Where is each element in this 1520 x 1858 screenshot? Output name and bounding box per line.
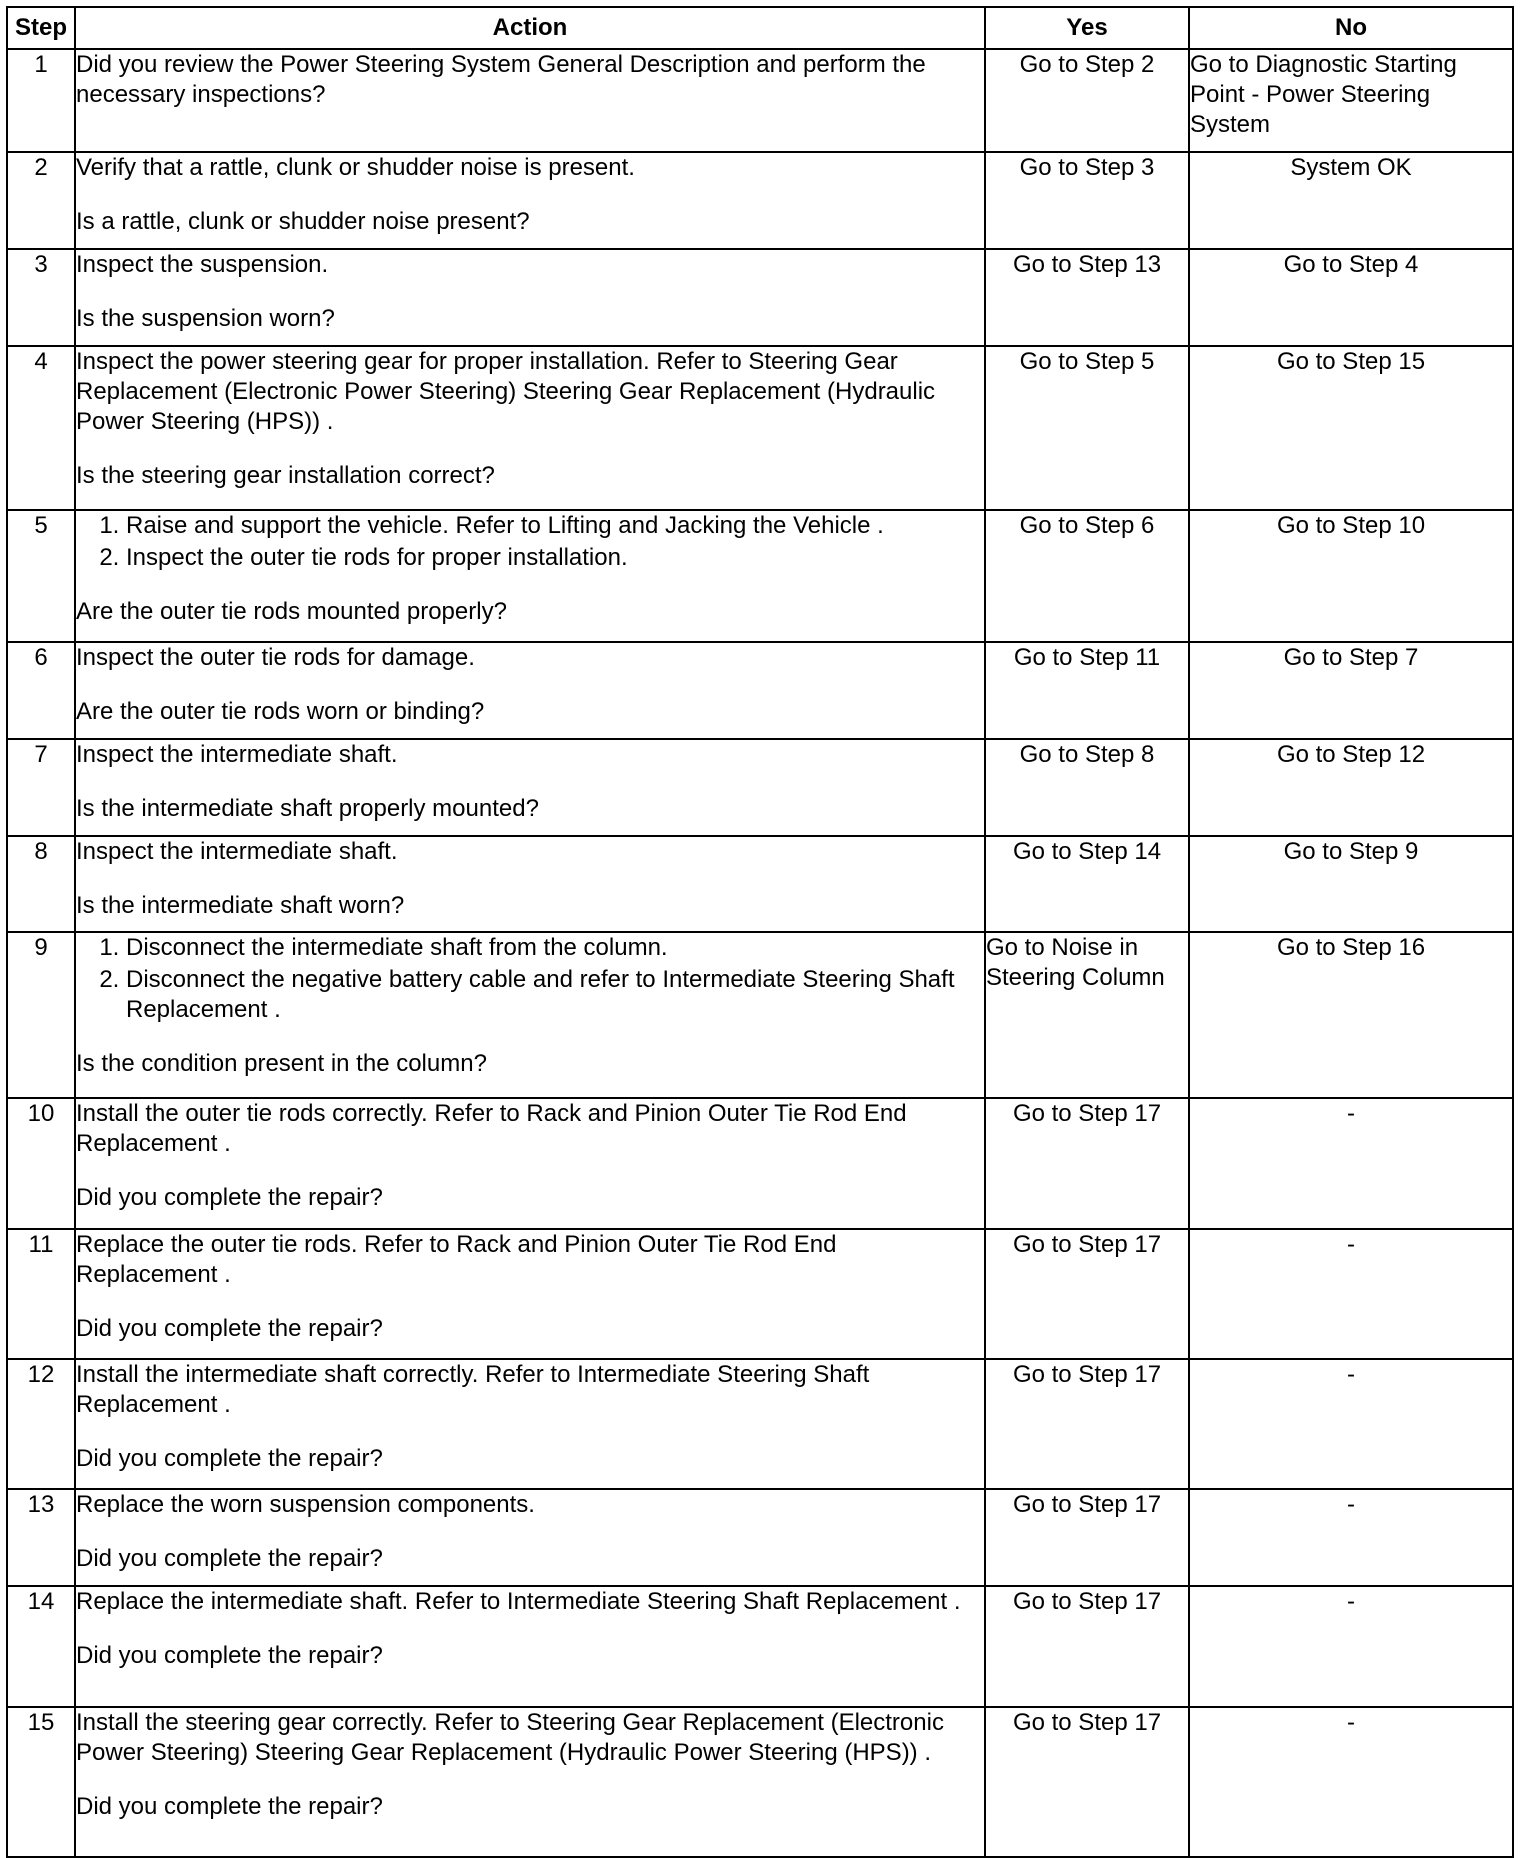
table-row [7, 642, 1513, 739]
step-number: 5 [7, 510, 75, 643]
action-question: Did you complete the repair? [76, 1314, 383, 1342]
yes-cell: Go to Step 5 [985, 346, 1189, 510]
yes-cell: Go to Step 17 [985, 1586, 1189, 1707]
step-number: 13 [7, 1489, 75, 1586]
no-cell: Go to Step 4 [1189, 249, 1513, 346]
action-text: Verify that a rattle, clunk or shudder noise is present. [76, 154, 635, 182]
action-question: Are the outer tie rods mounted properly? [76, 597, 507, 625]
table-row [7, 346, 1513, 510]
action-cell [75, 1359, 985, 1489]
yes-cell: Go to Step 13 [985, 249, 1189, 346]
table-row [7, 1229, 1513, 1359]
action-cell [75, 932, 985, 1098]
yes-cell: Go to Step 14 [985, 836, 1189, 933]
list-item: 1. Raise and support the vehicle. Refer to Lifting and Jacking the Vehicle . [126, 511, 984, 541]
header-step: Step [7, 7, 75, 49]
action-text: Inspect the suspension. [76, 251, 329, 278]
no-cell: - [1189, 1489, 1513, 1586]
yes-cell: Go to Step 3 [985, 152, 1189, 249]
action-cell [75, 346, 985, 510]
action-text: Install the outer tie rods correctly. Refer to Rack and Pinion Outer Tie Rod End Replacement . [76, 1100, 907, 1158]
action-text: Inspect the intermediate shaft. [76, 740, 398, 768]
list-item: 2. Inspect the outer tie rods for proper installation. [126, 543, 984, 573]
action-cell [75, 739, 985, 836]
action-text: Replace the intermediate shaft. Refer to Intermediate Steering Shaft Replacement . [76, 1588, 961, 1616]
action-question: Is the intermediate shaft properly mounted? [76, 794, 539, 822]
step-number: 11 [7, 1229, 75, 1359]
action-cell [75, 249, 985, 346]
action-text: Inspect the outer tie rods for damage. [76, 644, 475, 672]
action-text: Did you review the Power Steering System General Description and perform the necessary inspections? [76, 51, 926, 108]
step-number: 3 [7, 249, 75, 346]
header-row [7, 7, 1513, 49]
action-question: Is a rattle, clunk or shudder noise present? [76, 208, 530, 236]
action-question: Is the steering gear installation correct? [76, 461, 495, 489]
no-cell: - [1189, 1098, 1513, 1228]
action-cell [75, 1707, 985, 1857]
yes-cell: Go to Step 17 [985, 1098, 1189, 1228]
action-text: Inspect the power steering gear for proper installation. Refer to Steering Gear Replacement (Electronic Power Steering) Steering Gear Replacement (Hydraulic Power Steering (HPS)) . [76, 347, 936, 435]
action-text: Inspect the intermediate shaft. [76, 837, 398, 865]
table-row [7, 1359, 1513, 1489]
table-row [7, 49, 1513, 152]
action-list [76, 933, 984, 1025]
table-row [7, 932, 1513, 1098]
action-question: Did you complete the repair? [76, 1445, 383, 1473]
yes-cell: Go to Step 17 [985, 1359, 1189, 1489]
action-question: Did you complete the repair? [76, 1642, 383, 1670]
list-item: 2. Disconnect the negative battery cable and refer to Intermediate Steering Shaft Replacement . [126, 965, 984, 1025]
yes-cell: Go to Step 17 [985, 1489, 1189, 1586]
list-item: 1. Disconnect the intermediate shaft from the column. [126, 933, 984, 963]
table-row [7, 510, 1513, 643]
step-number: 15 [7, 1707, 75, 1857]
step-number: 8 [7, 836, 75, 933]
action-cell [75, 152, 985, 249]
step-number: 1 [7, 49, 75, 152]
no-cell: Go to Step 12 [1189, 739, 1513, 836]
action-list [76, 511, 984, 573]
step-number: 4 [7, 346, 75, 510]
header-no: No [1189, 7, 1513, 49]
no-cell: - [1189, 1229, 1513, 1359]
yes-cell: Go to Step 6 [985, 510, 1189, 643]
action-question: Is the intermediate shaft worn? [76, 891, 405, 919]
step-number: 14 [7, 1586, 75, 1707]
table-row [7, 249, 1513, 346]
no-cell: Go to Step 16 [1189, 932, 1513, 1098]
step-number: 2 [7, 152, 75, 249]
action-question: Is the suspension worn? [76, 305, 335, 332]
action-cell [75, 1098, 985, 1228]
header-yes: Yes [985, 7, 1189, 49]
table-row [7, 739, 1513, 836]
table-row [7, 1489, 1513, 1586]
no-cell: - [1189, 1707, 1513, 1857]
table-row [7, 1586, 1513, 1707]
action-question: Did you complete the repair? [76, 1793, 383, 1821]
table-row [7, 1707, 1513, 1857]
action-cell [75, 49, 985, 152]
step-number: 7 [7, 739, 75, 836]
action-cell [75, 836, 985, 933]
diagnostic-table [6, 6, 1514, 1858]
yes-cell: Go to Noise in Steering Column [985, 932, 1189, 1098]
action-text: Replace the worn suspension components. [76, 1491, 535, 1519]
action-question: Did you complete the repair? [76, 1184, 383, 1212]
no-cell: Go to Step 15 [1189, 346, 1513, 510]
no-cell: System OK [1189, 152, 1513, 249]
no-cell: Go to Diagnostic Starting Point - Power Steering System [1189, 49, 1513, 152]
no-cell: Go to Step 7 [1189, 642, 1513, 739]
table-row [7, 1098, 1513, 1228]
no-cell: Go to Step 9 [1189, 836, 1513, 933]
action-cell [75, 1229, 985, 1359]
action-text: Replace the outer tie rods. Refer to Rack and Pinion Outer Tie Rod End Replacement . [76, 1230, 837, 1288]
no-cell: - [1189, 1359, 1513, 1489]
yes-cell: Go to Step 2 [985, 49, 1189, 152]
action-question: Is the condition present in the column? [76, 1050, 487, 1078]
action-cell [75, 642, 985, 739]
step-number: 10 [7, 1098, 75, 1228]
action-text: Install the steering gear correctly. Refer to Steering Gear Replacement (Electronic Power Steering) Steering Gear Replacement (Hydraulic Power Steering (HPS)) . [76, 1709, 944, 1767]
action-cell [75, 1489, 985, 1586]
no-cell: Go to Step 10 [1189, 510, 1513, 643]
table-row [7, 152, 1513, 249]
action-cell [75, 510, 985, 643]
action-text: Install the intermediate shaft correctly. Refer to Intermediate Steering Shaft Replacement . [76, 1361, 870, 1419]
table-row [7, 836, 1513, 933]
step-number: 9 [7, 932, 75, 1098]
yes-cell: Go to Step 8 [985, 739, 1189, 836]
yes-cell: Go to Step 11 [985, 642, 1189, 739]
header-action: Action [75, 7, 985, 49]
action-question: Are the outer tie rods worn or binding? [76, 698, 485, 726]
action-cell [75, 1586, 985, 1707]
no-cell: - [1189, 1586, 1513, 1707]
step-number: 6 [7, 642, 75, 739]
step-number: 12 [7, 1359, 75, 1489]
action-question: Did you complete the repair? [76, 1545, 383, 1573]
yes-cell: Go to Step 17 [985, 1229, 1189, 1359]
yes-cell: Go to Step 17 [985, 1707, 1189, 1857]
